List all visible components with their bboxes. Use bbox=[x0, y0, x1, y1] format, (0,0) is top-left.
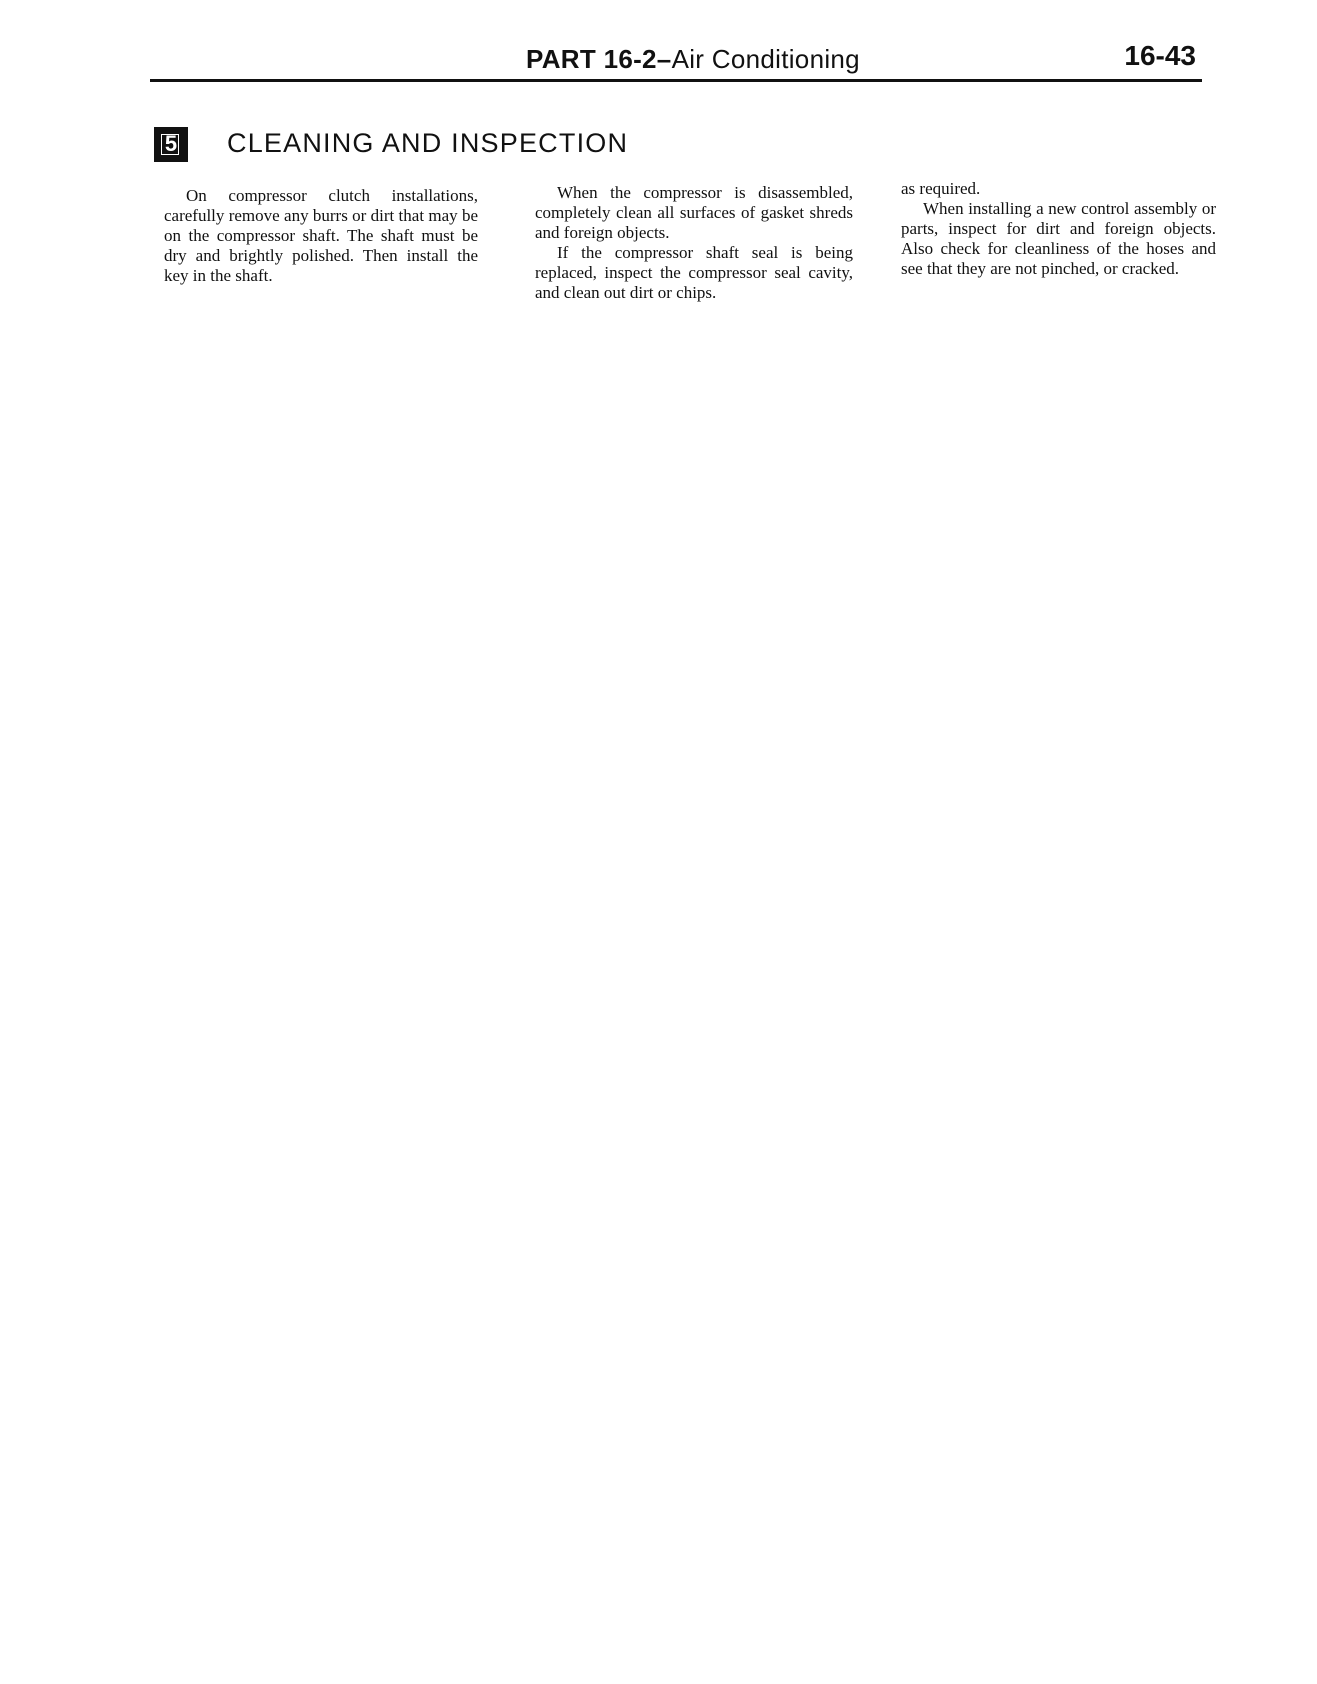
page-header bbox=[150, 38, 1202, 82]
part-label: PART 16-2– bbox=[526, 44, 672, 74]
running-header-title bbox=[526, 44, 860, 75]
header-rule bbox=[150, 79, 1202, 82]
section-number: 5 bbox=[164, 131, 178, 156]
text-column-2 bbox=[535, 183, 853, 303]
part-title: Air Conditioning bbox=[671, 44, 860, 74]
paragraph: When the compressor is disassembled, completely clean all surfaces of gasket shreds and foreign objects. bbox=[535, 183, 853, 242]
text-column-3 bbox=[901, 179, 1216, 279]
text-column-1 bbox=[164, 186, 478, 286]
page-number: 16-43 bbox=[1124, 40, 1196, 71]
paragraph: On compressor clutch installations, carefully remove any burrs or dirt that may be on the compressor shaft. The shaft must be dry and brightly polished. Then install the key in the shaft. bbox=[164, 186, 478, 285]
section-number-badge bbox=[154, 127, 188, 162]
section-title: CLEANING AND INSPECTION bbox=[227, 128, 629, 158]
paragraph: When installing a new control assembly or parts, inspect for dirt and foreign objects. Also check for cleanliness of the hoses and see that they are not pinched, or cracked. bbox=[901, 199, 1216, 278]
paragraph: If the compressor shaft seal is being replaced, inspect the compressor seal cavity, and clean out dirt or chips. bbox=[535, 243, 853, 302]
continued-text: as required. bbox=[901, 179, 981, 198]
